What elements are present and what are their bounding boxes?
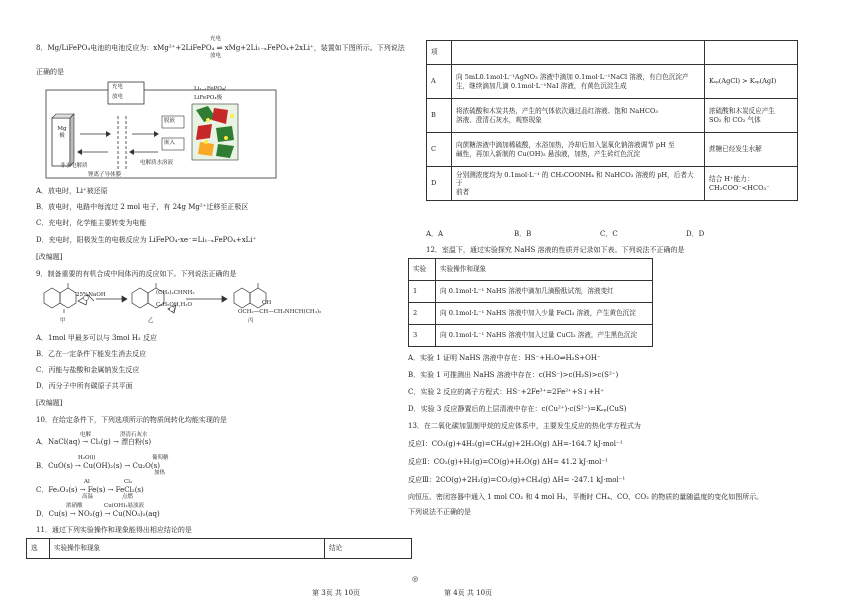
q11-table-header bbox=[26, 538, 412, 559]
right-page bbox=[408, 0, 860, 608]
q8-option-c: C．充电时，化学能主要转变为电能 bbox=[36, 219, 147, 227]
q13-stem: 13．在二氧化碳加氢制甲烷的反应体系中，主要发生反应的热化学方程式为 bbox=[408, 422, 641, 430]
q11-row-c-op1: 向蔗糖溶液中滴加稀硫酸，水浴加热，冷却后加入氢氧化钠溶液调节 pH 至 bbox=[456, 141, 675, 150]
q11-answer-a: A．A bbox=[426, 230, 444, 238]
q11-row-b bbox=[427, 99, 798, 133]
q11-header-col1: 选 bbox=[27, 539, 50, 559]
q11-row-b-con1: 浓硫酸和木炭反应产生 bbox=[709, 107, 775, 116]
q11-row-a-op2: 生，继续滴加几滴 0.1mol·L⁻¹NaI 溶液，有黄色沉淀生成 bbox=[456, 81, 627, 90]
q12-row-2-no: 2 bbox=[409, 303, 436, 325]
fig-right-label1: Li₁₋ₓFePO₄/ bbox=[194, 86, 226, 92]
q12-header-col1: 实验 bbox=[409, 259, 436, 281]
footer-right-page-number: 第 4页 共 10页 bbox=[444, 589, 493, 598]
q11-header-col2: 实验操作和现象 bbox=[50, 539, 325, 559]
fig-nonaqueous-label: 非水电解质 bbox=[60, 163, 88, 169]
fig-charge-label: 充电 bbox=[112, 84, 124, 90]
q11-header-cont: 项 bbox=[427, 41, 452, 65]
q11-row-c-op2: 碱性，再加入新制的 Cu(OH)₂ 悬浊液，加热，产生砖红色沉淀 bbox=[456, 149, 641, 158]
q12-option-c: C．实验 2 反应的离子方程式：HS⁻+2Fe³⁺=2Fe²⁺+S↓+H⁺ bbox=[408, 388, 604, 396]
q9-option-a: A．1mol 甲最多可以与 3mol H₂ 反应 bbox=[36, 334, 157, 342]
q8-option-d: D．充电时，阳极发生的电极反应为 LiFePO₄-xe⁻=Li₁₋ₓFePO₄+xLi⁺ bbox=[36, 236, 257, 244]
q11-row-d-con1: 结合 H⁺能力： bbox=[709, 175, 754, 184]
q10-option-a: A．NaCl(aq) → Cl₂(g) → 漂白粉(s) bbox=[36, 438, 152, 446]
fig-right-label2: LiFePO₄极 bbox=[194, 95, 223, 101]
q12-option-b: B．实验 1 可推测出 NaHS 溶液中存在：c(HS⁻)>c(H₂S)>c(S²⁻) bbox=[408, 371, 619, 379]
q12-row-3-no: 3 bbox=[409, 325, 436, 347]
q8-stem-line2: 正确的是 bbox=[36, 68, 64, 76]
q10-a-over2: 澄清石灰水 bbox=[120, 432, 148, 438]
fig-insert-label: 嵌入 bbox=[164, 140, 176, 146]
q12-table bbox=[408, 258, 653, 347]
q9-reagent2a: (CH₃)₂CHNH₂ bbox=[156, 290, 195, 296]
fig-aqueous-label: 电解质水溶液 bbox=[140, 160, 174, 166]
q9-stem: 9．制备重要的有机合成中间体丙的反应如下。下列说法正确的是 bbox=[36, 270, 237, 278]
fig-extract-label: 脱嵌 bbox=[164, 118, 176, 124]
footer-binding-mark: ◎ bbox=[412, 575, 419, 583]
q12-stem: 12．室温下，通过实验探究 NaHS 溶液的性质并记录如下表。下列说法不正确的是 bbox=[426, 246, 685, 254]
q12-row-3 bbox=[409, 325, 653, 347]
q12-row-1-no: 1 bbox=[409, 281, 436, 303]
fig-mg-label: Mg 极 bbox=[57, 126, 67, 139]
q11-answer-b: B．B bbox=[514, 230, 532, 238]
q11-header-col3: 结论 bbox=[325, 539, 412, 559]
q11-row-d-con2: CH₃COO⁻<HCO₃⁻ bbox=[709, 183, 770, 192]
q9-label-jia: 甲 bbox=[60, 318, 66, 324]
footer-left-page-number: 第 3页 共 10页 bbox=[312, 589, 361, 598]
q12-row-2-text: 向 0.1mol·L⁻¹ NaHS 溶液中加入少量 FeCl₃ 溶液，产生黄色沉淀 bbox=[436, 303, 653, 325]
q12-option-d: D．实验 3 反应静置后的上层清液中存在：c(Cu²⁺)·c(S²⁻)=Kₛₚ(CuS) bbox=[408, 405, 627, 413]
q9-bing-oh: OH bbox=[262, 300, 272, 306]
q13-text-1: 向恒压、密闭容器中通入 1 mol CO₂ 和 4 mol H₂，平衡时 CH₄、CO、CO₂ 的物质的量随温度的变化如图所示。 bbox=[408, 493, 764, 501]
q11-row-d-op1: 分别测浓度均为 0.1mol·L⁻¹ 的 CH₃COONH₄ 和 NaHCO₃ 溶液的 pH，后者大于 bbox=[456, 171, 694, 188]
q9-label-yi: 乙 bbox=[148, 318, 154, 324]
q10-d-over2: Cu(OH)₂悬浊液 bbox=[104, 503, 145, 509]
q9-reagent2b: C₂H₅OH,H₂O bbox=[156, 302, 192, 308]
q12-row-1-text: 向 0.1mol·L⁻¹ NaHS 溶液中滴加几滴酚酞试剂，溶液变红 bbox=[436, 281, 653, 303]
q12-option-a: A．实验 1 证明 NaHS 溶液中存在：HS⁻+H₂O⇌H₂S+OH⁻ bbox=[408, 354, 601, 362]
q10-c-over1: Al bbox=[84, 479, 90, 485]
fig-discharge-label: 放电 bbox=[112, 94, 124, 100]
q8-stem-line1: 8．Mg/LiFePO₄电池的电池反应为：xMg²⁺+2LiFePO₄ ⇌ xMg+2Li₁₋ₓFePO₄+2xLi⁺，装置如下图所示。下列说法 bbox=[36, 44, 405, 52]
q10-option-d: D．Cu(s) → NO₂(g) → Cu(NO₃)₂(aq) bbox=[36, 510, 160, 518]
q11-row-a-op1: 向 5mL0.1mol·L⁻¹AgNO₃ 溶液中滴加 0.1mol·L⁻¹NaCl 溶液，有白色沉淀产 bbox=[456, 73, 689, 82]
q11-row-b-con2: SO₂ 和 CO₂ 气体 bbox=[709, 115, 761, 124]
q9-option-d: D．丙分子中所有碳原子共平面 bbox=[36, 382, 133, 390]
q9-tag: [改编题] bbox=[36, 399, 63, 407]
q11-row-c-key: C bbox=[427, 133, 452, 167]
q9-reagent1: 25%NaOH bbox=[76, 292, 106, 298]
q11-row-b-key: B bbox=[427, 99, 452, 133]
q10-d-over1: 浓硝酸 bbox=[66, 503, 83, 509]
q8-arrow-top: 充电 bbox=[210, 36, 222, 42]
q11-answer-c: C．C bbox=[600, 230, 618, 238]
q9-option-b: B．乙在一定条件下能发生消去反应 bbox=[36, 350, 147, 358]
q13-reaction-1: 反应Ⅰ：CO₂(g)+4H₂(g)=CH₄(g)+2H₂O(g) ΔH=-164.7 kJ·mol⁻¹ bbox=[408, 440, 623, 448]
q10-option-c: C．Fe₂O₃(s) → Fe(s) → FeCl₂(s) bbox=[36, 486, 144, 494]
q8-tag: [改编题] bbox=[36, 253, 63, 261]
q10-c-over2: Cl₂ bbox=[124, 479, 133, 485]
q12-row-1 bbox=[409, 281, 653, 303]
q11-row-d-key: D bbox=[427, 167, 452, 201]
q11-row-b-op1: 将浓硫酸和木炭共热，产生的气体依次通过品红溶液、饱和 NaHCO₃ bbox=[456, 107, 659, 116]
q11-row-c-con1: 蔗糖已经发生水解 bbox=[709, 145, 762, 154]
q11-answer-d: D．D bbox=[686, 230, 705, 238]
q9-bing-sub: OCH₂—CH—CH₂NHCH(CH₃)₂ bbox=[238, 309, 322, 315]
q11-row-a-con1: Kₛₚ(AgCl) > Kₛₚ(AgI) bbox=[709, 77, 777, 86]
q9-option-c: C．丙能与盐酸和金属钠发生反应 bbox=[36, 366, 140, 374]
lifepo4-crystal bbox=[192, 104, 238, 160]
q10-option-b: B．CuO(s) → Cu(OH)₂(s) → Cu₂O(s) bbox=[36, 462, 160, 470]
q10-b-over2: 葡萄糖 bbox=[152, 455, 169, 461]
q11-row-a bbox=[427, 65, 798, 99]
q11-row-c bbox=[427, 133, 798, 167]
q13-text-2: 下列说法不正确的是 bbox=[408, 508, 471, 516]
q11-row-d bbox=[427, 167, 798, 201]
q9-label-bing: 丙 bbox=[248, 318, 254, 324]
fig-membrane-label: 锂离子导体膜 bbox=[88, 172, 122, 178]
q12-row-3-text: 向 0.1mol·L⁻¹ NaHS 溶液中加入过量 CuCl₂ 溶液，产生黑色沉淀 bbox=[436, 325, 653, 347]
q10-a-over1: 电解 bbox=[80, 432, 92, 438]
q12-row-2 bbox=[409, 303, 653, 325]
q10-c-under2: 点燃 bbox=[122, 494, 134, 500]
q8-option-a: A．放电时，Li⁺被还原 bbox=[36, 187, 108, 195]
q13-reaction-2: 反应Ⅱ：CO₂(g)+H₂(g)=CO(g)+H₂O(g) ΔH= 41.2 kJ·mol⁻¹ bbox=[408, 458, 608, 466]
q10-stem: 10．在给定条件下，下列选项所示的物质间转化均能实现的是 bbox=[36, 416, 227, 424]
q13-reaction-3: 反应Ⅲ：2CO(g)+2H₂(g)=CO₂(g)+CH₄(g) ΔH= -247.1 kJ·mol⁻¹ bbox=[408, 476, 626, 484]
q11-row-a-key: A bbox=[427, 65, 452, 99]
q11-stem: 11．通过下列实验操作和现象能得出相应结论的是 bbox=[36, 526, 192, 534]
q10-b-under2: 加热 bbox=[154, 470, 166, 476]
q10-b-over1: H₂O(l) bbox=[78, 455, 96, 461]
q11-row-b-op2: 溶液、澄清石灰水，观察现象 bbox=[456, 115, 542, 124]
q11-table bbox=[426, 40, 798, 201]
q11-row-d-op2: 前者 bbox=[456, 187, 470, 196]
q8-arrow-bottom: 放电 bbox=[210, 53, 222, 59]
q10-c-under1: 高温 bbox=[82, 494, 94, 500]
q12-header-col2: 实验操作和现象 bbox=[436, 259, 653, 281]
q8-option-b: B．放电时，电路中每流过 2 mol 电子，有 24g Mg²⁺迁移至正极区 bbox=[36, 203, 249, 211]
